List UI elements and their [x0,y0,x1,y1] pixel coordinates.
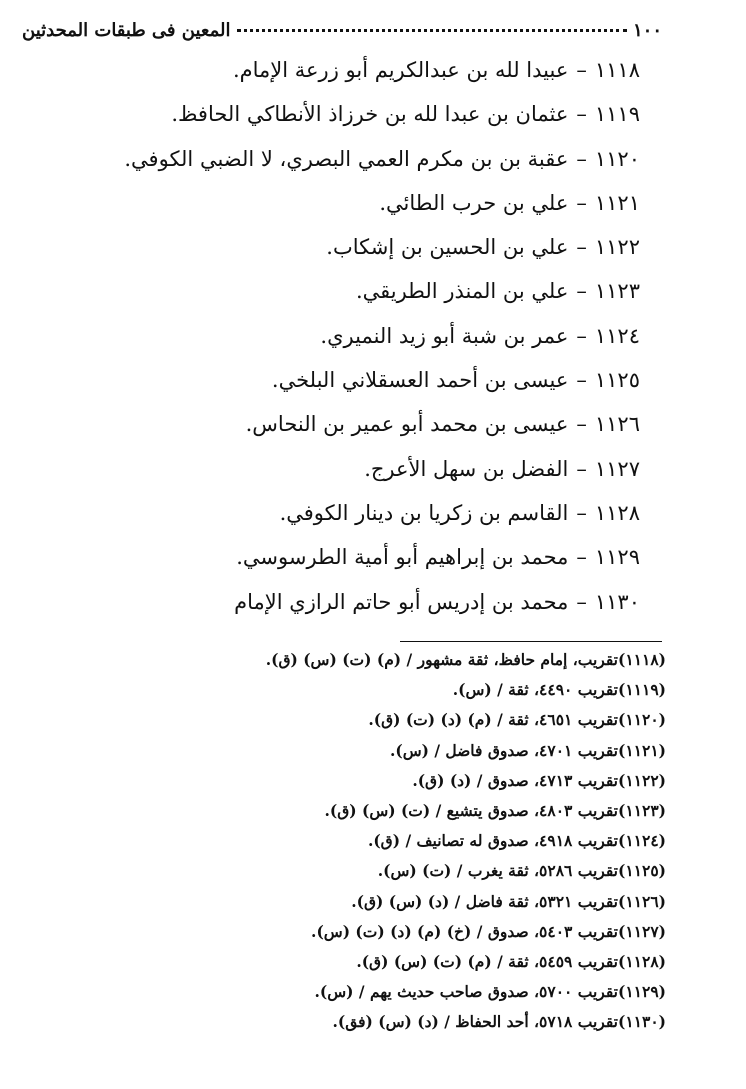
entry-item: ١١٢٨–القاسم بن زكريا بن دينار الكوفي. [20,491,640,535]
footnote: (١١٢١)تقريب ٤٧٠١، صدوق فاضل / (س). [389,740,666,760]
entry-list [20,48,640,624]
entry-text: الفضل بن سهل الأعرج. [364,456,569,481]
entry-number: ١١٢٢ [594,235,640,260]
entry-text: علي بن الحسين بن إشكاب. [326,235,569,260]
page-number: ١٠٠ [632,19,662,41]
entry-text: علي بن حرب الطائي. [379,190,569,215]
footnote: (١١٢٣)تقريب ٤٨٠٣، صدوق يتشيع / (ت) (س) (ق). [324,800,666,820]
page-header [22,14,662,46]
footnote: (١١١٨)تقريب، إمام حافظ، ثقة مشهور / (م) (ت) (س) (ق). [265,650,666,669]
entry-item: ١١٣٠–محمد بن إدريس أبو حاتم الرازي الإمام [20,580,640,624]
entry-item: ١١٢٥–عيسى بن أحمد العسقلاني البلخي. [20,358,640,402]
entry-text: عثمان بن عبدا لله بن خرزاذ الأنطاكي الحافظ. [171,102,569,127]
entry-text: عيسى بن أحمد العسقلاني البلخي. [271,368,569,393]
entry-text: عبيدا لله بن عبدالكريم أبو زرعة الإمام. [232,58,569,82]
header-dotted-leader [237,29,627,32]
entry-number: ١١٢٣ [594,279,640,304]
footnote: (١١٢٨)تقريب ٥٤٥٩، ثقة / (م) (ت) (س) (ق). [356,951,666,971]
entry-item: ١١٢٢–علي بن الحسين بن إشكاب. [20,225,640,269]
entry-number: ١١٢٨ [594,500,640,525]
entry-item: ١١٢١–علي بن حرب الطائي. [20,181,640,225]
footnote-separator [400,641,662,642]
entry-item: ١١٢٣–علي بن المنذر الطريقي. [20,269,640,313]
footnote-list [20,645,666,1037]
entry-text: القاسم بن زكريا بن دينار الكوفي. [279,500,569,525]
footnote: (١١٣٠)تقريب ٥٧١٨، أحد الحفاظ / (د) (س) (فق). [332,1012,666,1032]
footnote: (١١٢٤)تقريب ٤٩١٨، صدوق له تصانيف / (ق). [367,831,666,851]
entry-text: محمد بن إبراهيم أبو أمية الطرسوسي. [236,545,569,570]
entry-item: ١١١٩–عثمان بن عبدا لله بن خرزاذ الأنطاكي الحافظ. [20,92,640,136]
entry-number: ١١١٩ [594,102,640,127]
footnote: (١١٢٥)تقريب ٥٢٨٦، ثقة يغرب / (ت) (س). [377,861,666,881]
footnote: (١١٢٧)تقريب ٥٤٠٣، صدوق / (خ) (م) (د) (ت) (س). [311,921,666,941]
footnote: (١١٢٠)تقريب ٤٦٥١، ثقة / (م) (د) (ت) (ق). [368,710,666,730]
entry-item: ١١٢٧–الفضل بن سهل الأعرج. [20,447,640,491]
entry-number: ١١٢١ [594,190,640,215]
entry-number: ١١٣٠ [594,589,640,614]
entry-text: محمد بن إدريس أبو حاتم الرازي الإمام [234,589,569,614]
entry-text: عمر بن شبة أبو زيد النميري. [320,323,569,348]
footnote: (١١١٩)تقريب ٤٤٩٠، ثقة / (س). [452,680,666,700]
entry-number: ١١٢٧ [594,456,640,481]
entry-item: ١١٢٠–عقبة بن بن مكرم العمي البصري، لا الضبي الكوفي. [20,137,640,181]
entry-text: عيسى بن محمد أبو عمير بن النحاس. [245,412,569,437]
entry-text: علي بن المنذر الطريقي. [355,279,569,304]
entry-number: ١١١٨ [594,58,640,82]
entry-item: ١١٢٩–محمد بن إبراهيم أبو أمية الطرسوسي. [20,535,640,579]
entry-number: ١١٢٤ [594,323,640,348]
entry-item: ١١٢٤–عمر بن شبة أبو زيد النميري. [20,314,640,358]
entry-item: ١١٢٦–عيسى بن محمد أبو عمير بن النحاس. [20,402,640,446]
entry-item: ١١١٨–عبيدا لله بن عبدالكريم أبو زرعة الإمام. [20,48,640,92]
book-title: المعين فى طبقات المحدثين [22,19,231,41]
footnote: (١١٢٢)تقريب ٤٧١٣، صدوق / (د) (ق). [412,770,666,790]
entry-number: ١١٢٠ [594,146,640,171]
entry-number: ١١٢٦ [594,412,640,437]
entry-text: عقبة بن بن مكرم العمي البصري، لا الضبي الكوفي. [124,146,569,171]
footnote: (١١٢٦)تقريب ٥٣٢١، ثقة فاضل / (د) (س) (ق). [351,891,666,911]
footnote: (١١٢٩)تقريب ٥٧٠٠، صدوق صاحب حديث يهم / (س). [314,982,666,1002]
entry-number: ١١٢٩ [594,545,640,570]
entry-number: ١١٢٥ [594,368,640,393]
